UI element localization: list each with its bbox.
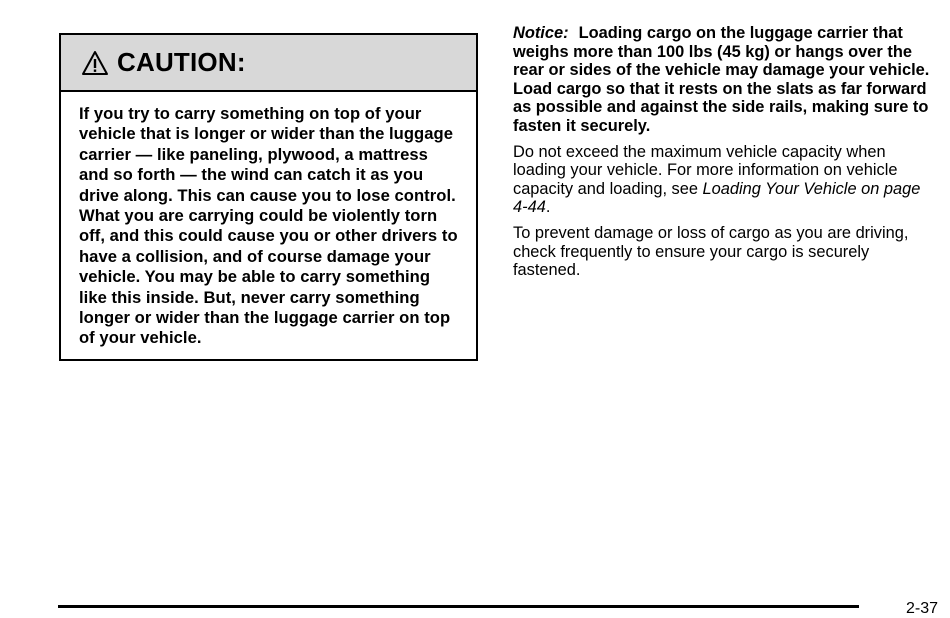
caution-box <box>59 33 478 361</box>
capacity-paragraph <box>513 143 938 217</box>
prevent-damage-paragraph: To prevent damage or loss of cargo as you are driving, check frequently to ensure your cargo is securely fastened. <box>513 223 909 280</box>
notice-paragraph <box>513 24 938 136</box>
caution-header <box>61 35 476 92</box>
warning-triangle-icon <box>81 50 109 76</box>
capacity-text: Do not exceed the maximum vehicle capacity when loading your vehicle. For more information on vehicle capacity and loading, see <box>513 142 898 198</box>
right-column <box>513 24 938 287</box>
page-number: 2-37 <box>905 600 938 617</box>
capacity-end: . <box>545 198 551 217</box>
notice-label: Notice: <box>513 24 569 42</box>
footer-rule <box>58 605 859 608</box>
capacity-reference-link[interactable]: Loading Your Vehicle on page 4-44 <box>513 179 921 217</box>
caution-body: If you try to carry something on top of your vehicle that is longer or wider than the luggage carrier — like paneling, plywood, a mattress and so forth — the wind can catch it as you drive along. This can cause you to lose control. What you are carrying could be violently torn off, and this could cause you or other drivers to have a collision, and of course damage your vehicle. You may be able to carry something like this inside. But, never carry something longer or wider than the luggage carrier on top of your vehicle. <box>79 104 458 348</box>
notice-text: Loading cargo on the luggage carrier that weighs more than 100 lbs (45 kg) or hangs over the rear or sides of the vehicle may damage your vehicle. Load cargo so that it rests on the slats as far forward as possible and against the side rails, making sure to fasten it securely. <box>513 24 930 135</box>
caution-title: CAUTION: <box>117 47 246 77</box>
